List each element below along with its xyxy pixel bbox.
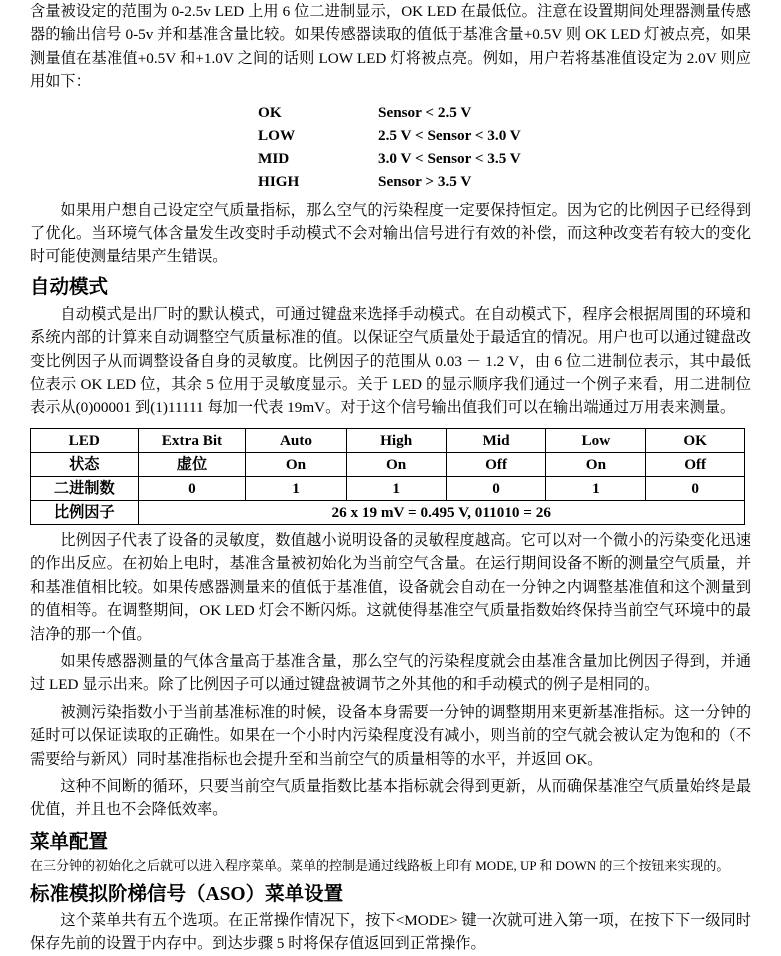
table-row <box>31 452 745 476</box>
led-state-low: On <box>546 452 646 476</box>
led-binary-high: 1 <box>346 476 446 500</box>
paragraph-1: 含量被设定的范围为 0-2.5v LED 上用 6 位二进制显示，OK LED 在最低位。注意在设置期间处理器测量传感器的输出信号 0-5v 并和基准含量比较。如果传感器读取的值低于基准含量+0.5V 则 OK LED 灯被点亮，如果测量值在基准值+0.5V 和+1.0V 之间的话则 LOW LED 灯将被点亮。例如，用户若将基准值设定为 2.0V 则应用如下： <box>30 3 751 91</box>
led-header-6: OK <box>646 428 745 452</box>
led-binary-label: 二进制数 <box>31 476 139 500</box>
threshold-condition-ok: Sensor < 2.5 V <box>378 103 472 121</box>
led-header-2: Auto <box>246 428 346 452</box>
led-header-0: LED <box>31 428 139 452</box>
paragraph-8: 在三分钟的初始化之后就可以进入程序菜单。菜单的控制是通过线路板上印有 MODE, UP 和 DOWN 的三个按钮来实现的。 <box>30 857 730 873</box>
threshold-condition-high: Sensor > 3.5 V <box>378 172 472 190</box>
paragraph-7: 这种不间断的循环，只要当前空气质量指数比基本指标就会得到更新，从而确保基准空气质量始终是最优值，并且也不会降低效率。 <box>30 777 751 819</box>
led-factor-label: 比例因子 <box>31 500 139 524</box>
paragraph-2: 如果用户想自己设定空气质量指标，那么空气的污染程度一定要保持恒定。因为它的比例因子已经得到了优化。当环境气体含量发生改变时手动模式不会对输出信号进行有效的补偿，而这种改变若有较大的变化时可能使测量结果产生错误。 <box>30 201 751 266</box>
heading-aso-menu: 标准模拟阶梯信号（ASO）菜单设置 <box>30 883 344 905</box>
led-state-label: 状态 <box>31 452 139 476</box>
led-state-high: On <box>346 452 446 476</box>
heading-menu-config: 菜单配置 <box>30 831 109 853</box>
led-binary-mid: 0 <box>446 476 546 500</box>
led-header-1: Extra Bit <box>138 428 246 452</box>
led-binary-auto: 1 <box>246 476 346 500</box>
led-state-mid: Off <box>446 452 546 476</box>
led-header-3: High <box>346 428 446 452</box>
threshold-condition-mid: 3.0 V < Sensor < 3.5 V <box>378 149 521 167</box>
paragraph-5: 如果传感器测量的气体含量高于基准含量，那么空气的污染程度就会由基准含量加比例因子得到，并通过 LED 显示出来。除了比例因子可以通过键盘被调节之外其他的和手动模式的例子是相同的。 <box>30 652 751 694</box>
paragraph-3: 自动模式是出厂时的默认模式，可通过键盘来选择手动模式。在自动模式下，程序会根据周围的环境和系统内部的计算来自动调整空气质量标准的值。以保证空气质量处于最适宜的情况。用户也可以通过键盘改变比例因子从而调整设备自身的灵敏度。比例因子的范围从 0.03 － 1.2 V，由 6 位二进制位表示，其中最低位表示 OK LED 位，其余 5 位用于灵敏度显示。关于 LED 的显示顺序我们通过一个例子来看，用二进制位表示从(0)00001 到(1)11111 每加一代表 19mV。对于这个信号输出值我们可以在输出端通过万用表来测量。 <box>30 305 751 417</box>
paragraph-6: 被测污染指数小于当前基准标准的时候，设备本身需要一分钟的调整期用来更新基准指标。这一分钟的延时可以保证读取的正确性。如果在一个小时内污染程度没有减小，则当前的空气就会被认定为饱和的（不需要给与新风）同时基准指标也会提升至和当前空气的质量相等的水平，并返回 OK。 <box>30 703 751 768</box>
table-footer-row <box>31 500 745 524</box>
led-header-5: Low <box>546 428 646 452</box>
table-header-row <box>31 428 745 452</box>
led-state-ok: Off <box>646 452 745 476</box>
threshold-label-high: HIGH <box>258 172 300 190</box>
threshold-condition-low: 2.5 V < Sensor < 3.0 V <box>378 126 521 144</box>
led-binary-ok: 0 <box>646 476 745 500</box>
led-header-4: Mid <box>446 428 546 452</box>
table-row <box>30 101 638 124</box>
led-state-extra: 虚位 <box>138 452 246 476</box>
led-table <box>30 428 745 525</box>
led-binary-low: 1 <box>546 476 646 500</box>
threshold-label-ok: OK <box>258 103 282 121</box>
table-row <box>30 147 638 170</box>
paragraph-4: 比例因子代表了设备的灵敏度，数值越小说明设备的灵敏程度越高。它可以对一个微小的污染变化迅速的作出反应。在初始上电时，基准含量被初始化为当前空气含量。在运行期间设备不断的测量空气质量，并和基准值相比较。如果传感器测量来的值低于基准值，设备就会自动在一分钟之内调整基准值和这个测量到的值相等。在调整期间，OK LED 灯会不断闪烁。这就使得基准空气质量指数始终保持当前空气环境中的最洁净的那一个值。 <box>30 531 751 643</box>
heading-auto-mode: 自动模式 <box>30 276 109 298</box>
led-binary-extra: 0 <box>138 476 246 500</box>
table-row <box>31 476 745 500</box>
threshold-table <box>30 101 638 193</box>
paragraph-9: 这个菜单共有五个选项。在正常操作情况下，按下<MODE> 键一次就可进入第一项，在按下下一级同时保存先前的设置于内存中。到达步骤 5 时将保存值返回到正常操作。 <box>30 911 751 953</box>
table-row <box>30 170 638 193</box>
threshold-label-mid: MID <box>258 149 290 167</box>
led-state-auto: On <box>246 452 346 476</box>
threshold-label-low: LOW <box>258 126 296 144</box>
led-factor-value: 26 x 19 mV = 0.495 V, 011010 = 26 <box>138 500 745 524</box>
table-row <box>30 124 638 147</box>
